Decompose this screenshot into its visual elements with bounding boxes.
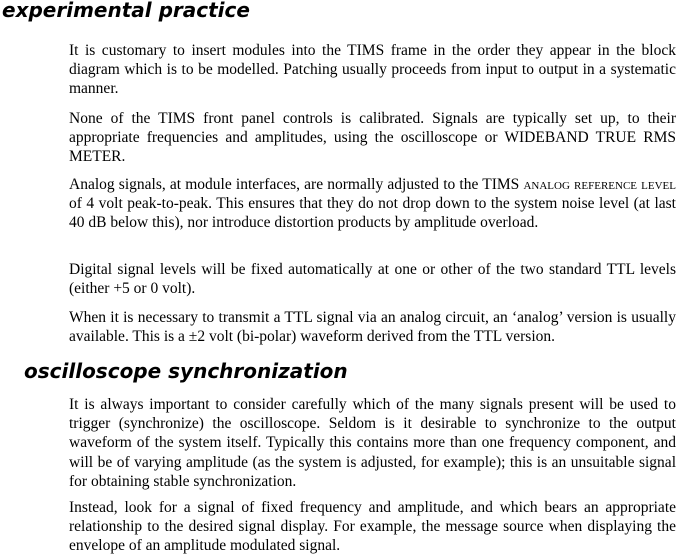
paragraph-trigger-choice: It is always important to consider carefully which of the many signals present will be used to trigger (synchronize) the oscilloscope. Seldom is it desirable to synchronize to the output waveform of the system itself. Typically this contains more than one frequency component, and will be of varying amplitude (as the system is adjusted, for example); this is an unsuitable signal for obtaining stable synchronization. [69,396,676,490]
paragraph-text: Analog signals, at module interfaces, are normally adjusted to the TIMS [69,176,524,193]
section-heading-experimental-practice: experimental practice [2,0,250,22]
small-caps-term: analog reference level [523,176,676,193]
paragraph-controls-calibration: None of the TIMS front panel controls is calibrated. Signals are typically set up, to their appropriate frequencies and amplitudes, using the oscilloscope or WIDEBAND TRUE RMS METER. [69,110,676,166]
paragraph-module-order: It is customary to insert modules into the TIMS frame in the order they appear in the block diagram which is to be modelled. Patching usually proceeds from input to output in a systematic manner. [69,42,676,98]
paragraph-text: of 4 volt peak-to-peak. This ensures that they do not drop down to the system noise level (at last 40 dB below this), nor introduce distortion products by amplitude overload. [69,195,676,232]
paragraph-ttl-analog-version: When it is necessary to transmit a TTL signal via an analog circuit, an ‘analog’ version is usually available. This is a ±2 volt (bi-polar) waveform derived from the TTL version. [69,309,676,346]
paragraph-digital-levels: Digital signal levels will be fixed automatically at one or other of the two standard TTL levels (either +5 or 0 volt). [69,261,676,298]
section-heading-oscilloscope-synchronization: oscilloscope synchronization [24,359,348,383]
paragraph-fixed-signal: Instead, look for a signal of fixed frequency and amplitude, and which bears an appropriate relationship to the desired signal display. For example, the message source when displaying the envelope of an amplitude modulated signal. [69,499,676,555]
paragraph-analog-levels [69,175,676,233]
